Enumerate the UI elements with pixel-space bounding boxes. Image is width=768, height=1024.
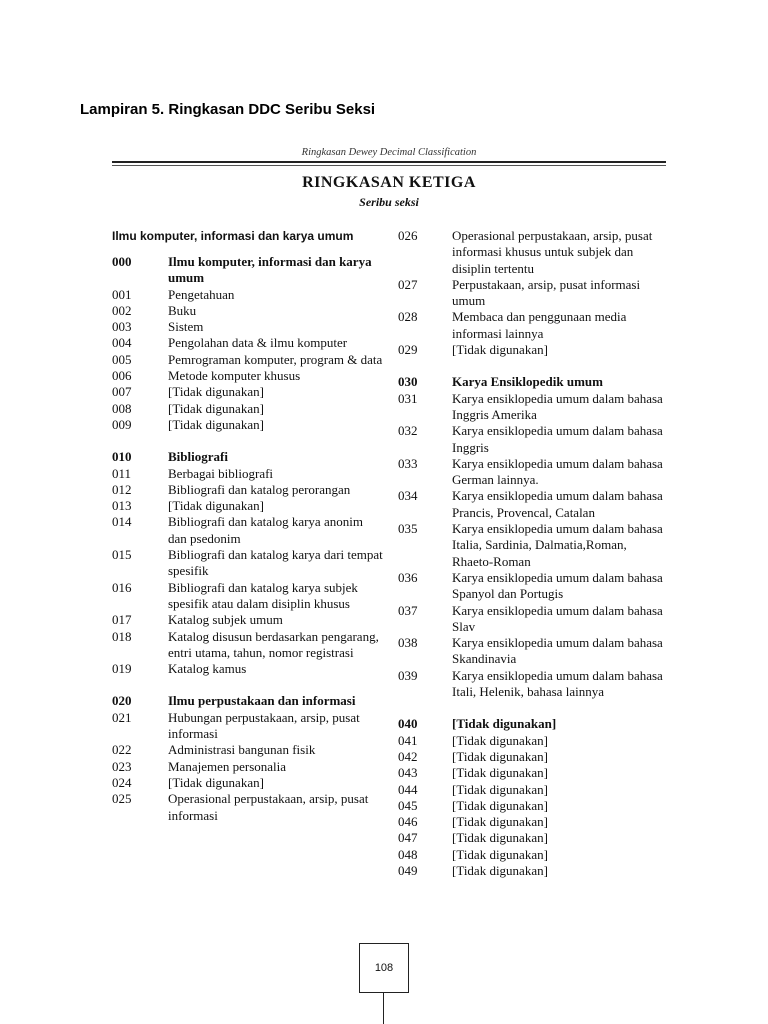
ddc-code: 018 bbox=[112, 628, 132, 644]
running-header: Ringkasan Dewey Decimal Classification bbox=[301, 147, 477, 158]
ddc-code: 034 bbox=[398, 488, 418, 504]
ddc-entry bbox=[398, 228, 670, 277]
section-gap bbox=[112, 433, 384, 449]
ddc-label: Perpustakaan, arsip, pusat informasi umum bbox=[452, 276, 641, 309]
ddc-code: 006 bbox=[112, 368, 132, 384]
ddc-label: Karya ensiklopedia umum dalam bahasa Inggris Amerika bbox=[452, 390, 663, 422]
right-column bbox=[398, 228, 670, 879]
ddc-label: Karya ensiklopedia umum dalam bahasa Spanyol dan Portugis bbox=[452, 569, 663, 602]
ddc-entry bbox=[112, 759, 384, 775]
ddc-code: 021 bbox=[112, 709, 132, 725]
ddc-label: Karya ensiklopedia umum dalam bahasa Inggris bbox=[452, 423, 663, 455]
ddc-entry bbox=[398, 277, 670, 310]
ddc-label: [Tidak digunakan] bbox=[452, 716, 557, 732]
ddc-entry bbox=[112, 547, 384, 580]
ddc-code: 032 bbox=[398, 423, 418, 439]
ddc-code: 048 bbox=[398, 846, 418, 862]
ddc-code: 004 bbox=[112, 335, 132, 351]
ddc-entry bbox=[398, 830, 670, 846]
ddc-code: 037 bbox=[398, 602, 418, 618]
ddc-entry bbox=[112, 287, 384, 303]
ddc-entry bbox=[398, 863, 670, 879]
ddc-entry bbox=[398, 765, 670, 781]
ddc-label: Administrasi bangunan fisik bbox=[168, 742, 316, 758]
ddc-code: 012 bbox=[112, 481, 132, 497]
ddc-label: Karya ensiklopedia umum dalam bahasa Italia, Sardinia, Dalmatia,Roman, Rhaeto-Roman bbox=[452, 521, 663, 569]
ddc-code: 027 bbox=[398, 276, 418, 292]
ddc-entry bbox=[398, 521, 670, 570]
ddc-label: Bibliografi dan katalog karya dari tempat spesifik bbox=[168, 547, 383, 579]
ddc-label: Berbagai bibliografi bbox=[168, 465, 274, 481]
ddc-entry bbox=[112, 319, 384, 335]
ddc-label: [Tidak digunakan] bbox=[168, 400, 264, 416]
ddc-entry bbox=[112, 742, 384, 758]
ddc-label: [Tidak digunakan] bbox=[452, 797, 548, 813]
ddc-code: 016 bbox=[112, 579, 132, 595]
ddc-label: [Tidak digunakan] bbox=[452, 748, 548, 764]
ddc-code: 047 bbox=[398, 830, 418, 846]
ddc-entry bbox=[398, 342, 670, 358]
ddc-code: 041 bbox=[398, 732, 418, 748]
appendix-title: Lampiran 5. Ringkasan DDC Seribu Seksi bbox=[80, 101, 376, 118]
ddc-code: 013 bbox=[112, 498, 132, 514]
ddc-label: Sistem bbox=[168, 319, 204, 335]
ddc-entry bbox=[112, 254, 384, 287]
ddc-label: [Tidak digunakan] bbox=[168, 498, 264, 514]
left-column bbox=[112, 228, 384, 824]
ddc-code: 010 bbox=[112, 449, 132, 465]
header-rule bbox=[112, 161, 666, 163]
ddc-entry bbox=[398, 814, 670, 830]
ddc-entry bbox=[112, 368, 384, 384]
ddc-label: Pemrograman komputer, program & data bbox=[168, 351, 383, 367]
ddc-code: 028 bbox=[398, 309, 418, 325]
ddc-code: 035 bbox=[398, 521, 418, 537]
ddc-code: 030 bbox=[398, 374, 418, 390]
ddc-entry bbox=[112, 417, 384, 433]
ddc-entry bbox=[398, 716, 670, 732]
ddc-label: Karya ensiklopedia umum dalam bahasa Slav bbox=[452, 602, 663, 634]
ddc-entry bbox=[112, 401, 384, 417]
ddc-entry bbox=[398, 798, 670, 814]
ddc-code: 043 bbox=[398, 765, 418, 781]
ddc-entry bbox=[398, 603, 670, 636]
ddc-code: 026 bbox=[398, 228, 418, 243]
ddc-code: 038 bbox=[398, 635, 418, 651]
section-gap bbox=[398, 700, 670, 716]
ddc-code: 039 bbox=[398, 667, 418, 683]
ddc-code: 002 bbox=[112, 302, 132, 318]
ddc-entry bbox=[398, 668, 670, 701]
ddc-entry bbox=[112, 449, 384, 465]
ddc-code: 020 bbox=[112, 693, 132, 709]
ddc-code: 022 bbox=[112, 742, 132, 758]
ddc-code: 014 bbox=[112, 514, 132, 530]
ddc-code: 044 bbox=[398, 781, 418, 797]
ddc-code: 042 bbox=[398, 748, 418, 764]
ddc-entry bbox=[112, 466, 384, 482]
ddc-code: 019 bbox=[112, 661, 132, 677]
ddc-entry bbox=[112, 629, 384, 662]
ddc-entry bbox=[112, 661, 384, 677]
ddc-entry bbox=[398, 733, 670, 749]
ddc-label: [Tidak digunakan] bbox=[452, 814, 548, 830]
subtitle: Seribu seksi bbox=[359, 195, 419, 209]
ddc-entry bbox=[112, 352, 384, 368]
ddc-label: [Tidak digunakan] bbox=[168, 384, 264, 400]
ddc-label: Karya ensiklopedia umum dalam bahasa Skandinavia bbox=[452, 635, 663, 667]
ddc-code: 040 bbox=[398, 716, 418, 732]
ddc-label: [Tidak digunakan] bbox=[452, 732, 548, 748]
ddc-code: 046 bbox=[398, 814, 418, 830]
ddc-label: [Tidak digunakan] bbox=[452, 830, 548, 846]
ddc-label: Bibliografi dan katalog karya anonim dan psedonim bbox=[168, 514, 363, 546]
ddc-entry bbox=[112, 514, 384, 547]
section-gap bbox=[398, 358, 670, 374]
page-number-stem bbox=[383, 993, 384, 1024]
ddc-code: 007 bbox=[112, 384, 132, 400]
ddc-entry bbox=[112, 482, 384, 498]
ddc-code: 033 bbox=[398, 455, 418, 471]
ddc-entry bbox=[112, 498, 384, 514]
ddc-label: Ilmu komputer, informasi dan karya umum bbox=[168, 254, 372, 286]
ddc-label: Katalog subjek umum bbox=[168, 612, 283, 628]
ddc-entry bbox=[112, 384, 384, 400]
ddc-label: Ilmu perpustakaan dan informasi bbox=[168, 693, 356, 709]
ddc-code: 005 bbox=[112, 351, 132, 367]
ddc-code: 009 bbox=[112, 416, 132, 432]
ddc-label: Katalog disusun berdasarkan pengarang, entri utama, tahun, nomor registrasi bbox=[168, 628, 379, 660]
ddc-entry bbox=[398, 374, 670, 390]
ddc-label: Buku bbox=[168, 302, 197, 318]
ddc-code: 036 bbox=[398, 569, 418, 585]
section-gap bbox=[112, 677, 384, 693]
ddc-entry bbox=[398, 456, 670, 489]
ddc-entry bbox=[398, 635, 670, 668]
ddc-code: 008 bbox=[112, 400, 132, 416]
ddc-label: Bibliografi dan katalog karya subjek spesifik atau dalam disiplin khusus bbox=[168, 579, 358, 611]
spacer bbox=[112, 244, 384, 254]
ddc-label: Bibliografi bbox=[168, 449, 228, 465]
ddc-code: 025 bbox=[112, 791, 132, 807]
ddc-label: Karya ensiklopedia umum dalam bahasa German lainnya. bbox=[452, 455, 663, 488]
ddc-label: Bibliografi dan katalog perorangan bbox=[168, 481, 351, 497]
ddc-label: [Tidak digunakan] bbox=[168, 416, 264, 432]
ddc-code: 045 bbox=[398, 797, 418, 813]
ddc-entry bbox=[398, 309, 670, 342]
ddc-entry bbox=[112, 791, 384, 824]
ddc-entry bbox=[398, 488, 670, 521]
ddc-code: 001 bbox=[112, 286, 132, 302]
ddc-code: 017 bbox=[112, 612, 132, 628]
ddc-entry bbox=[112, 775, 384, 791]
ddc-label: Operasional perpustakaan, arsip, pusat informasi khusus untuk subjek dan disiplin tertentu bbox=[452, 228, 653, 276]
ddc-label: Pengolahan data & ilmu komputer bbox=[168, 335, 348, 351]
ddc-label: [Tidak digunakan] bbox=[452, 846, 548, 862]
ddc-label: Operasional perpustakaan, arsip, pusat informasi bbox=[168, 791, 369, 823]
ddc-entry bbox=[112, 612, 384, 628]
ddc-label: Karya ensiklopedia umum dalam bahasa Prancis, Provencal, Catalan bbox=[452, 488, 663, 520]
ddc-entry bbox=[112, 710, 384, 743]
ddc-entry bbox=[398, 749, 670, 765]
ddc-label: [Tidak digunakan] bbox=[452, 781, 548, 797]
left-section-heading: Ilmu komputer, informasi dan karya umum bbox=[112, 229, 354, 243]
ddc-label: Manajemen personalia bbox=[168, 758, 287, 774]
page-number: 108 bbox=[359, 943, 409, 993]
ddc-label: [Tidak digunakan] bbox=[452, 765, 548, 781]
ddc-label: Hubungan perpustakaan, arsip, pusat informasi bbox=[168, 709, 360, 742]
ddc-entry bbox=[398, 847, 670, 863]
ddc-entry bbox=[398, 423, 670, 456]
ddc-label: [Tidak digunakan] bbox=[452, 862, 548, 878]
ddc-entry bbox=[112, 303, 384, 319]
ddc-entry bbox=[112, 693, 384, 709]
ddc-code: 029 bbox=[398, 342, 418, 358]
ddc-entry bbox=[112, 580, 384, 613]
ddc-entry bbox=[112, 335, 384, 351]
ddc-code: 003 bbox=[112, 319, 132, 335]
ddc-entry bbox=[398, 782, 670, 798]
ddc-code: 024 bbox=[112, 774, 132, 790]
ddc-entry bbox=[398, 391, 670, 424]
ddc-code: 023 bbox=[112, 758, 132, 774]
ddc-label: Membaca dan penggunaan media informasi lainnya bbox=[452, 309, 627, 341]
ddc-label: Karya Ensiklopedik umum bbox=[452, 374, 603, 390]
ddc-code: 049 bbox=[398, 862, 418, 878]
ddc-code: 011 bbox=[112, 465, 132, 481]
ddc-label: Karya ensiklopedia umum dalam bahasa Itali, Helenik, bahasa lainnya bbox=[452, 667, 663, 700]
ddc-code: 031 bbox=[398, 390, 418, 406]
ddc-label: Katalog kamus bbox=[168, 661, 247, 677]
main-title: RINGKASAN KETIGA bbox=[302, 174, 476, 191]
ddc-code: 000 bbox=[112, 254, 132, 269]
ddc-label: Metode komputer khusus bbox=[168, 368, 301, 384]
ddc-label: [Tidak digunakan] bbox=[452, 342, 548, 358]
header-rule-thin bbox=[112, 165, 666, 166]
ddc-label: Pengetahuan bbox=[168, 286, 235, 302]
ddc-code: 015 bbox=[112, 547, 132, 563]
ddc-entry bbox=[398, 570, 670, 603]
ddc-label: [Tidak digunakan] bbox=[168, 774, 264, 790]
